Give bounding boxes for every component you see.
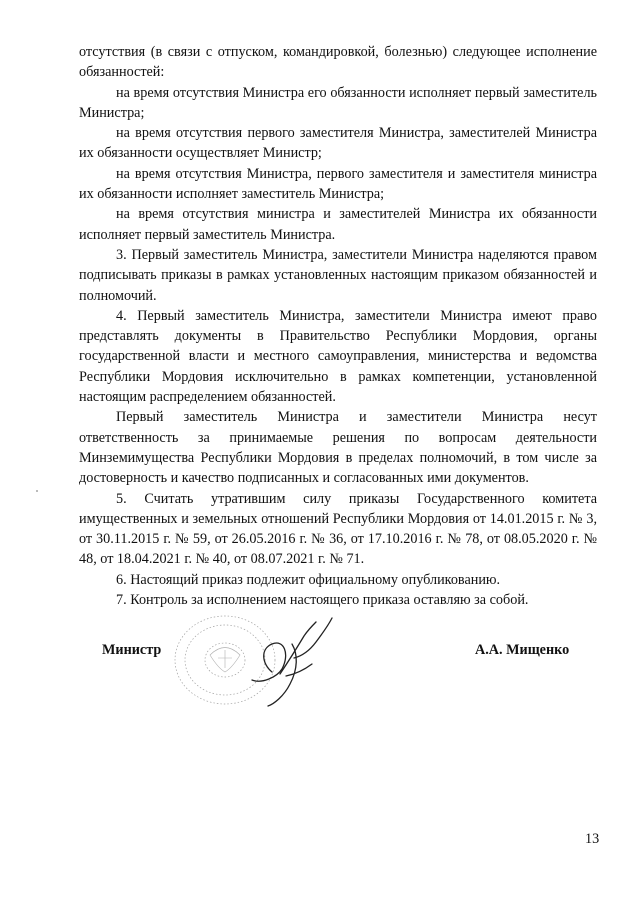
paragraph-minister-first-deputy-absence: на время отсутствия Министра, первого заместителя и заместителя министра их обязанности исполняет заместитель Министра; — [79, 165, 597, 203]
paragraph-responsibility: Первый заместитель Министра и заместители Министра несут ответственность за принимаемые решения по вопросам деятельности Минземимущества Республики Мордовия в пределах полномочий, в том числе за достоверность и качество подписанных и согласованных ими документов. — [79, 409, 597, 487]
signatory-name: А.А. Мищенко — [475, 642, 570, 658]
paragraph-clause-7: 7. Контроль за исполнением настоящего приказа оставляю за собой. — [116, 592, 529, 609]
paragraph-clause-5: 5. Считать утратившим силу приказы Государственного комитета имущественных и земельных отношений Республики Мордовия от 14.01.2015 г. № 3, от 30.11.2015 г. № 59, от 26.05.2016 г. № 36, от 17.10.2016 г. № 78, от 08.05.2020 г. № 48, от 18.04.2021 г. № 40, от 08.07.2021 г. № 71. — [79, 490, 597, 568]
signatory-title: Министр — [102, 642, 162, 658]
paragraph-clause-4: 4. Первый заместитель Министра, заместители Министра имеют право представлять документы в Правительство Республики Мордовия, органы государственной власти и местного самоуправления, министерства и ведомства Республики Мордовия исключительно в рамках компетенции, установленной настоящим распределением обязанностей. — [79, 307, 597, 406]
paragraph-minister-absence: на время отсутствия Министра его обязанности исполняет первый заместитель Министра; — [79, 84, 597, 121]
paragraph-clause-3: 3. Первый заместитель Министра, заместители Министра наделяются правом подписывать приказы в рамках установленных настоящим приказом обязанностей и полномочий. — [79, 246, 597, 304]
paragraph-first-deputy-absence: на время отсутствия первого заместителя Министра, заместителей Министра их обязанности осуществляет Министр; — [79, 125, 597, 162]
paragraph-minister-deputies-absence: на время отсутствия министра и заместителей Министра их обязанности исполняет первый заместитель Министра. — [79, 206, 597, 243]
page-number: 13 — [585, 831, 600, 847]
signature-block — [0, 610, 640, 720]
paragraph-absence-intro: отсутствия (в связи с отпуском, командировкой, болезнью) следующее исполнение обязанностей: — [79, 44, 597, 81]
handwritten-signature-icon — [232, 614, 362, 714]
paragraph-clause-6: 6. Настоящий приказ подлежит официальному опубликованию. — [116, 571, 501, 588]
document-body — [79, 42, 597, 610]
margin-mark — [36, 490, 38, 492]
